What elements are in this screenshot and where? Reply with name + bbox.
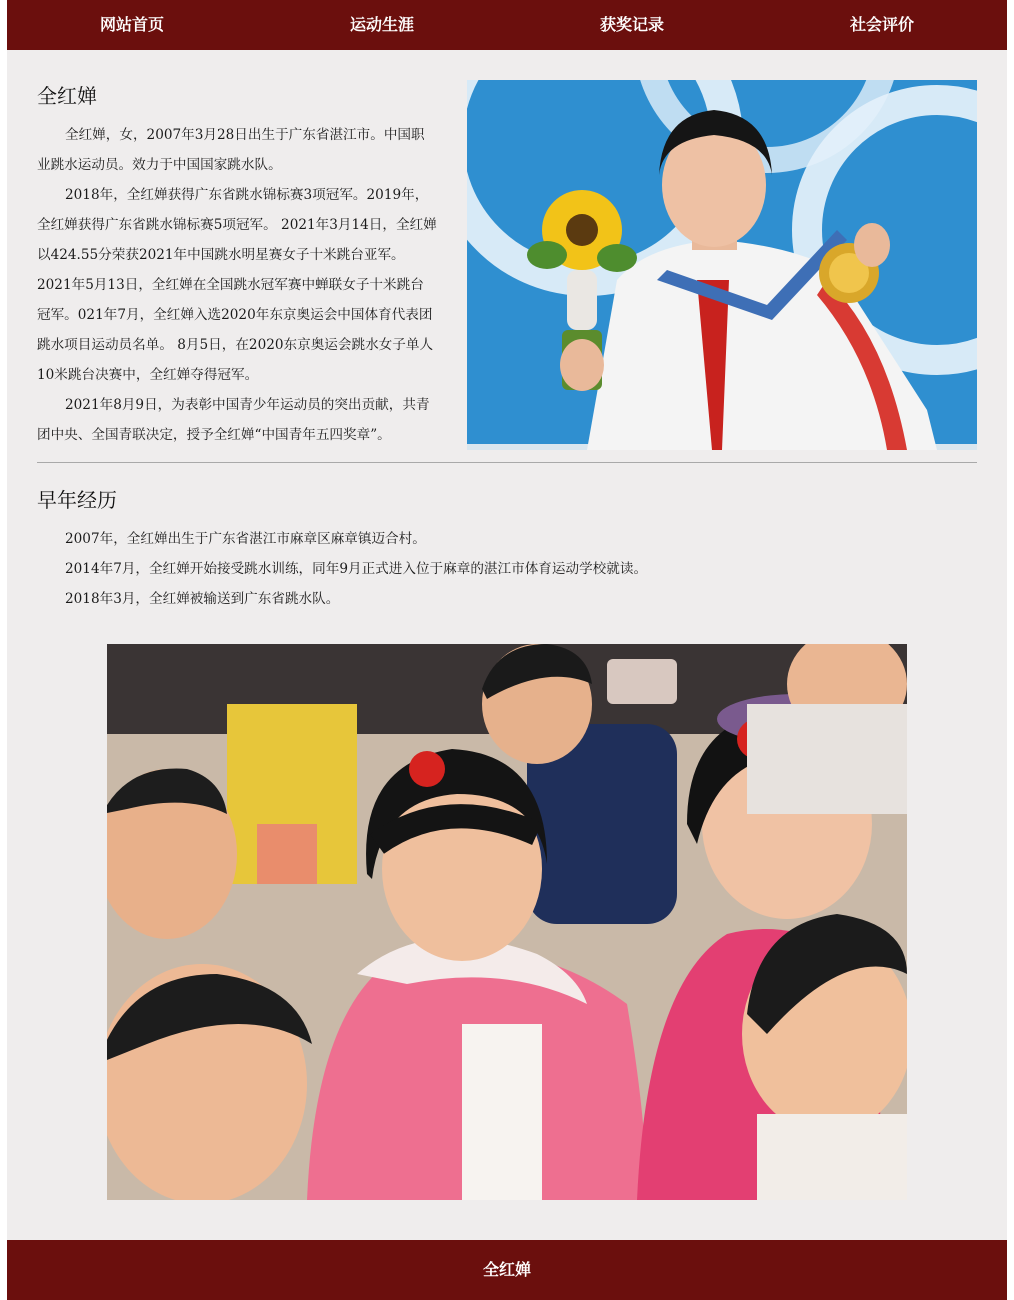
intro-paragraph: 2021年8月9日，为表彰中国青少年运动员的突出贡献，共青团中央、全国青联决定，授予全红婵“中国青年五四奖章”。 [37, 397, 430, 443]
nav-item-reviews[interactable]: 社会评价 [849, 15, 914, 34]
early-paragraph: 2018年3月，全红婵被输送到广东省跳水队。 [65, 591, 340, 607]
athlete-medal-illustration [467, 80, 977, 450]
intro-paragraph: 全红婵，女，2007年3月28日出生于广东省湛江市。中国职业跳水运动员。效力于中国国家跳水队。 [37, 127, 425, 173]
early-paragraph: 2007年，全红婵出生于广东省湛江市麻章区麻章镇迈合村。 [65, 531, 426, 547]
nav-item-career[interactable]: 运动生涯 [349, 15, 414, 34]
nav-item-awards[interactable]: 获奖记录 [599, 15, 664, 34]
section-divider [37, 462, 977, 463]
early-paragraph: 2014年7月，全红婵开始接受跳水训练，同年9月正式进入位于麻章的湛江市体育运动学校就读。 [65, 561, 648, 577]
intro-title: 全红婵 [37, 84, 97, 108]
childhood-illustration [107, 644, 907, 1200]
intro-paragraph: 2018年，全红婵获得广东省跳水锦标赛3项冠军。2019年，全红婵获得广东省跳水锦标赛5项冠军。 2021年3月14日，全红婵以424.55分荣获2021年中国跳水明星赛女子十米跳台亚军。 2021年5月13日，全红婵在全国跳水冠军赛中蝉联女子十米跳台冠军。021年7月，全红婵入选2020年东京奥运会中国体育代表团跳水项目运动员名单。 8月5日，在2020东京奥运会跳水女子单人10米跳台决赛中，全红婵夺得冠军。 [37, 187, 437, 383]
footer-bar: 全红婵 [7, 1240, 1007, 1300]
page-frame [7, 0, 1007, 1300]
nav-item-home[interactable]: 网站首页 [99, 15, 164, 34]
athlete-medal-photo [467, 80, 977, 450]
childhood-class-photo [107, 644, 907, 1200]
early-title: 早年经历 [37, 488, 117, 512]
top-nav [7, 0, 1007, 50]
